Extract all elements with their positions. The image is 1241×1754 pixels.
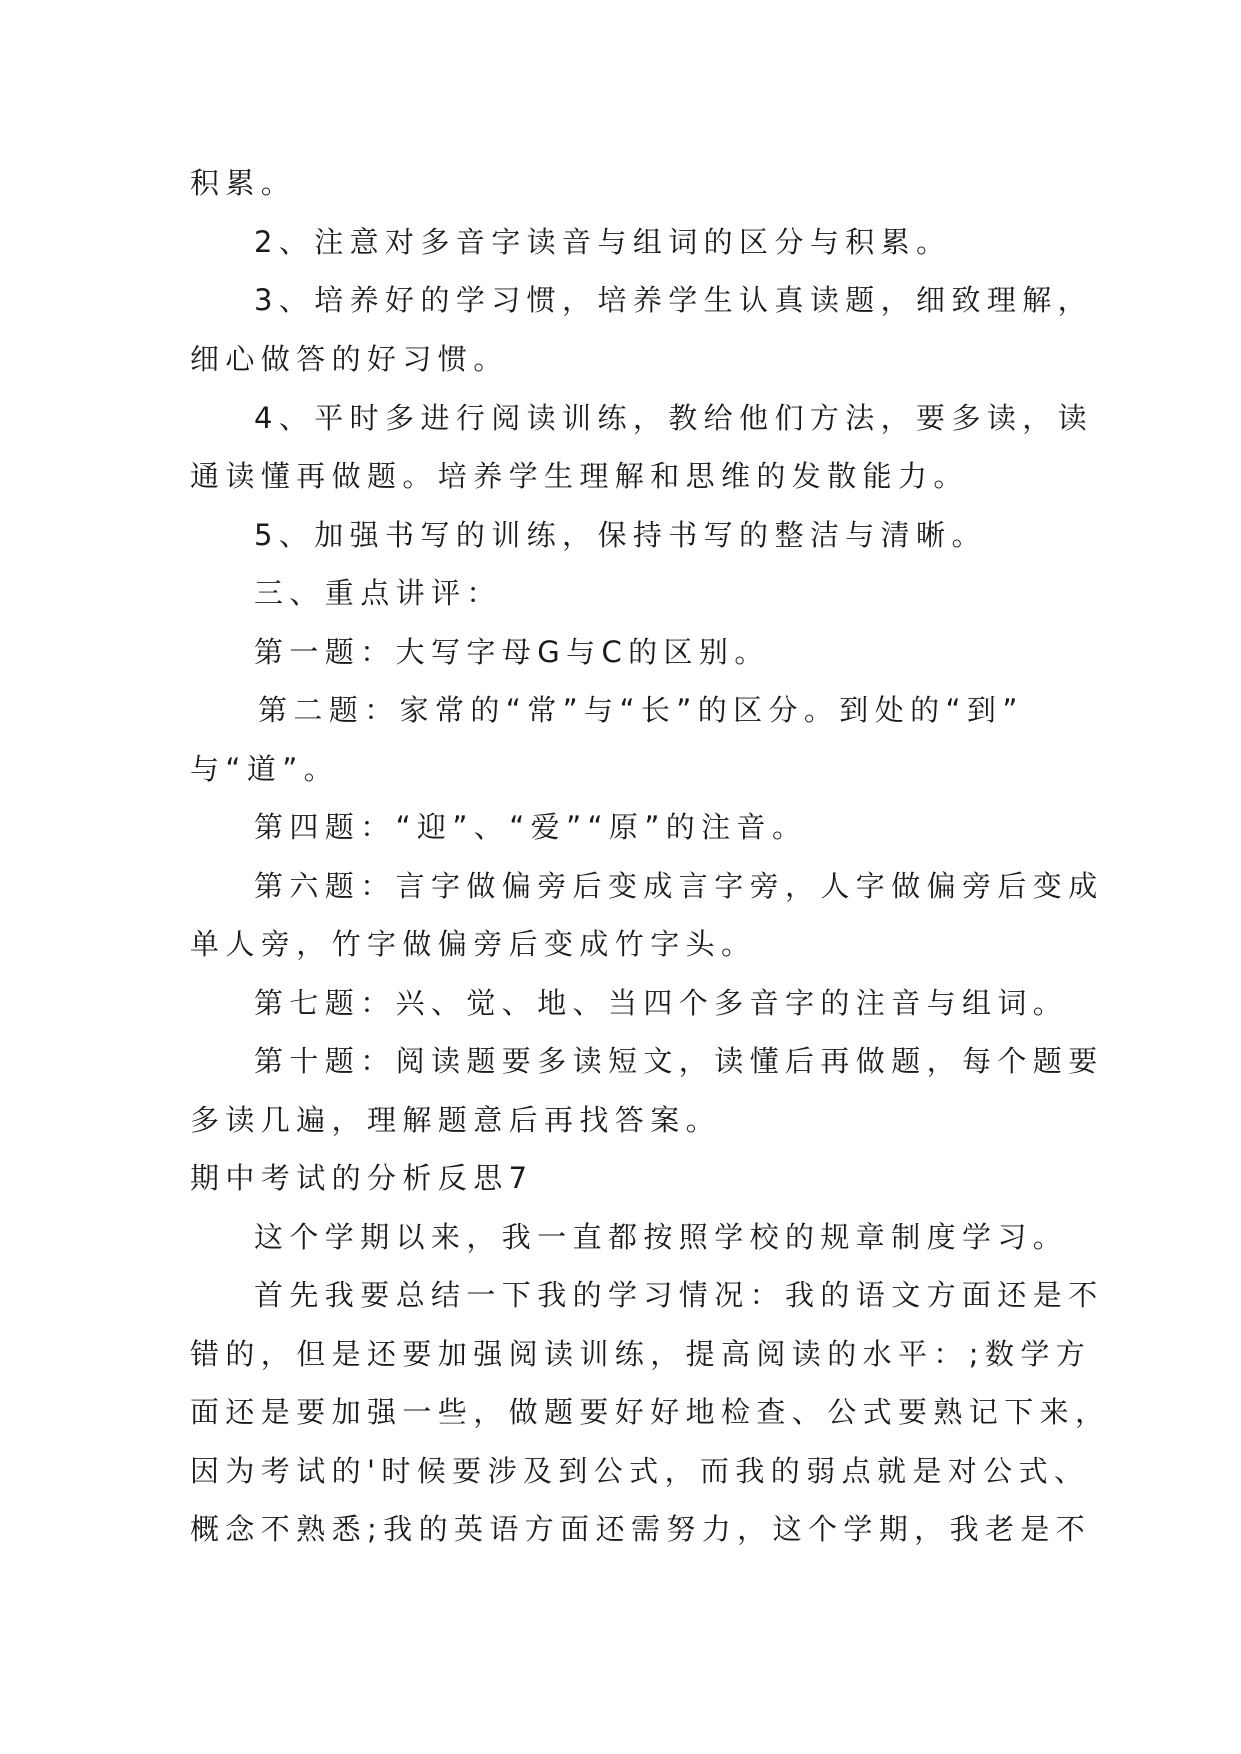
text-line: 概念不熟悉;我的英语方面还需努力，这个学期，我老是不 (190, 1512, 1092, 1546)
text-line: 细心做答的好习惯。 (190, 342, 509, 376)
text-line: 单人旁，竹字做偏旁后变成竹字头。 (190, 927, 757, 961)
text-line: 多读几遍，理解题意后再找答案。 (190, 1103, 722, 1137)
text-line: 通读懂再做题。培养学生理解和思维的发散能力。 (190, 459, 969, 493)
text-line: 首先我要总结一下我的学习情况：我的语文方面还是不 (254, 1278, 1104, 1312)
text-line: 因为考试的'时候要涉及到公式，而我的弱点就是对公式、 (190, 1454, 1090, 1488)
text-line: 第十题：阅读题要多读短文，读懂后再做题，每个题要 (254, 1044, 1104, 1078)
text-line: 这个学期以来，我一直都按照学校的规章制度学习。 (254, 1220, 1069, 1254)
text-line: 面还是要加强一些，做题要好好地检查、公式要熟记下来， (190, 1395, 1111, 1429)
text-line: 与“道”。 (190, 752, 340, 786)
text-line: 第一题：大写字母G与C的区别。 (254, 635, 770, 669)
section-heading: 三、重点讲评： (254, 576, 502, 610)
text-line: 3、培养好的学习惯，培养学生认真读题，细致理解， (254, 283, 1094, 317)
text-line: 4、平时多进行阅读训练，教给他们方法，要多读，读 (254, 401, 1094, 435)
text-line: 2、注意对多音字读音与组词的区分与积累。 (254, 225, 952, 259)
text-line: 5、加强书写的训练，保持书写的整洁与清晰。 (254, 518, 987, 552)
text-line: 第六题：言字做偏旁后变成言字旁，人字做偏旁后变成 (254, 869, 1104, 903)
article-title: 期中考试的分析反思7 (190, 1161, 534, 1195)
text-line: 第二题：家常的“常”与“长”的区分。到处的“到” (258, 693, 1024, 727)
text-line: 积累。 (190, 166, 297, 200)
text-line: 第四题：“迎”、“爱”“原”的注音。 (254, 810, 808, 844)
text-line: 第七题：兴、觉、地、当四个多音字的注音与组词。 (254, 986, 1069, 1020)
text-line: 错的，但是还要加强阅读训练，提高阅读的水平：;数学方 (190, 1337, 1092, 1371)
